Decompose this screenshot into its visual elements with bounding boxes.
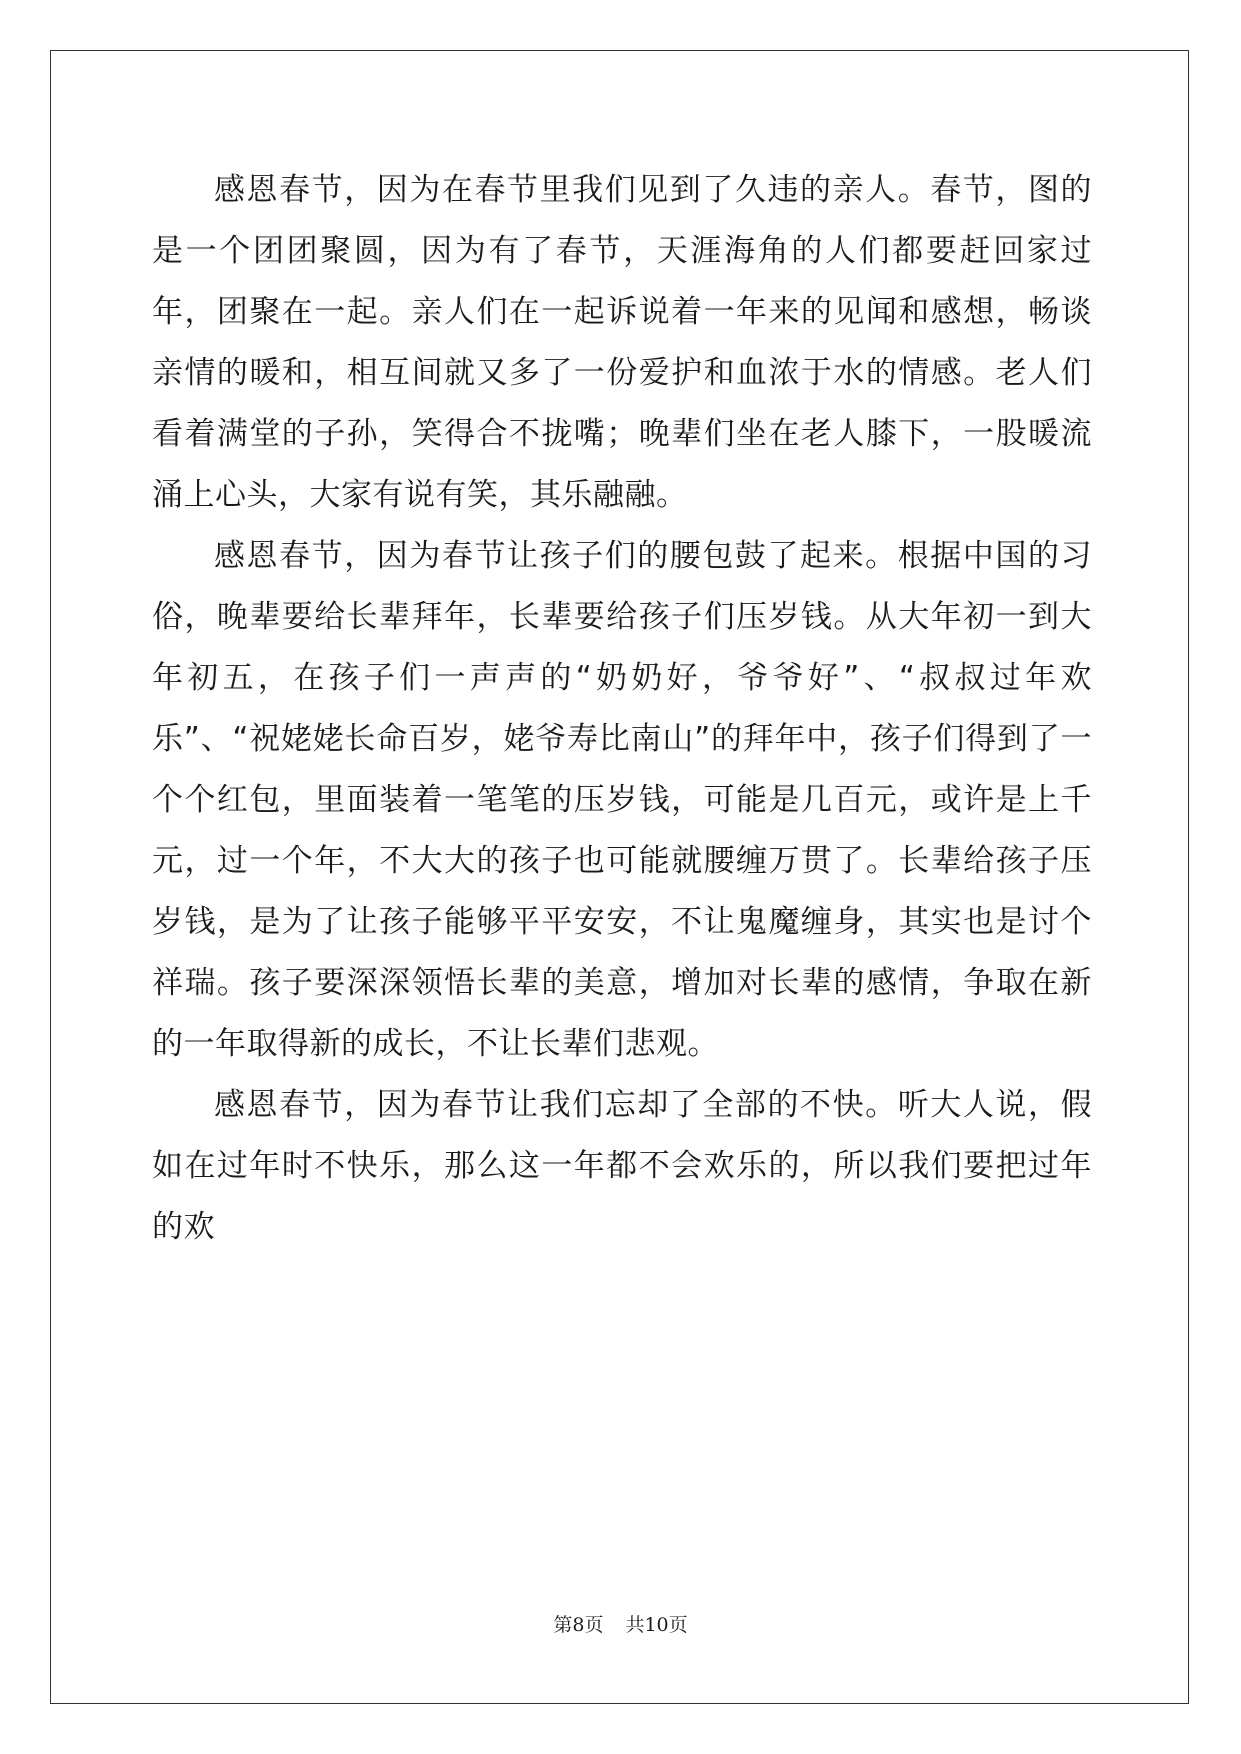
- paragraph-1: 感恩春节，因为在春节里我们见到了久违的亲人。春节，图的是一个团团聚圆，因为有了春节，天涯海角的人们都要赶回家过年，团聚在一起。亲人们在一起诉说着一年来的见闻和感想，畅谈亲情的暖和，相互间就又多了一份爱护和血浓于水的情感。老人们看着满堂的子孙，笑得合不拢嘴；晚辈们坐在老人膝下，一股暖流涌上心头，大家有说有笑，其乐融融。: [152, 172, 1092, 513]
- page-number-current: 第8页: [553, 1614, 604, 1636]
- paragraph-3: 感恩春节，因为春节让我们忘却了全部的不快。听大人说，假如在过年时不快乐，那么这一年都不会欢乐的，所以我们要把过年的欢: [152, 1087, 1092, 1245]
- document-body: [152, 160, 1092, 1258]
- page-footer: [0, 1610, 1241, 1637]
- page-number-total: 共10页: [625, 1614, 688, 1636]
- paragraph-2: 感恩春节，因为春节让孩子们的腰包鼓了起来。根据中国的习俗，晚辈要给长辈拜年，长辈要给孩子们压岁钱。从大年初一到大年初五，在孩子们一声声的“奶奶好，爷爷好”、“叔叔过年欢乐”、“祝姥姥长命百岁，姥爷寿比南山”的拜年中，孩子们得到了一个个红包，里面装着一笔笔的压岁钱，可能是几百元，或许是上千元，过一个年，不大大的孩子也可能就腰缠万贯了。长辈给孩子压岁钱，是为了让孩子能够平平安安，不让鬼魔缠身，其实也是讨个祥瑞。孩子要深深领悟长辈的美意，增加对长辈的感情，争取在新的一年取得新的成长，不让长辈们悲观。: [152, 538, 1092, 1062]
